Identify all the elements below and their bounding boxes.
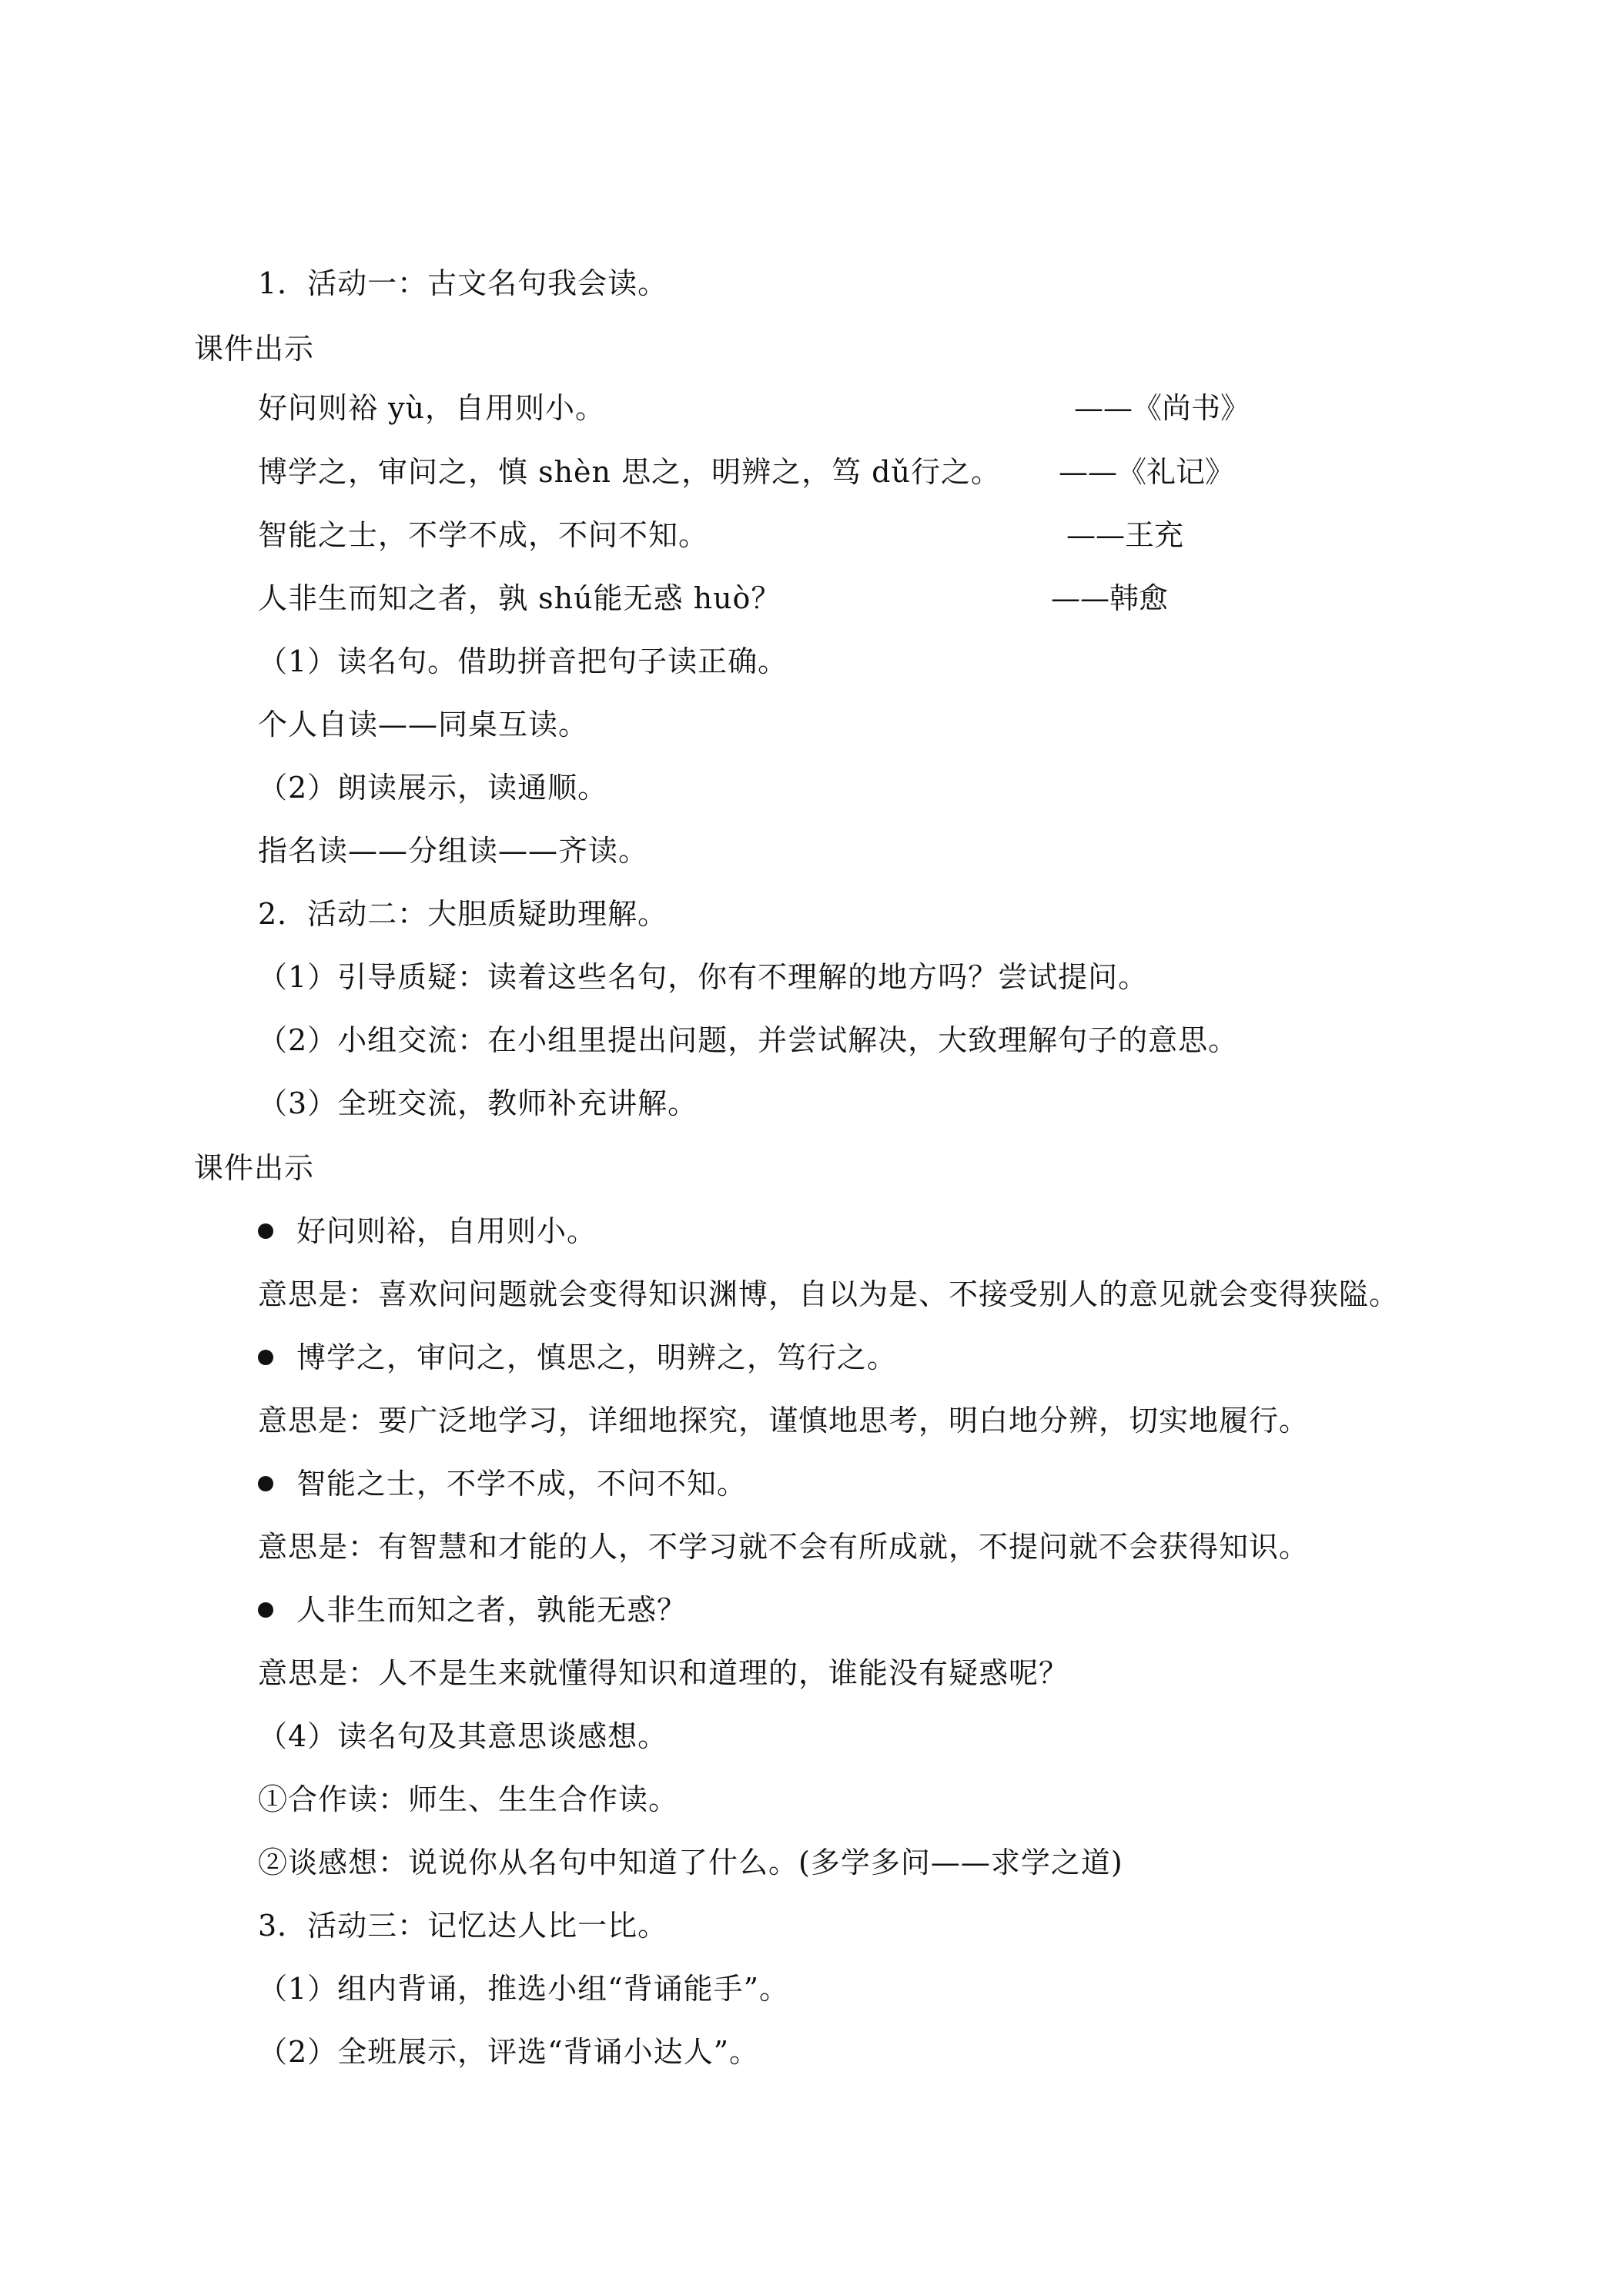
quote-3-text: 智能之士，不学不成，不问不知。 [258,518,709,552]
courseware-label-2: 课件出示 [194,1151,315,1185]
activity2-step4: （4）读名句及其意思谈感想。 [258,1719,668,1753]
bullet-icon [258,1602,273,1618]
activity1-step1: （1）读名句。借助拼音把句子读正确。 [258,644,788,678]
explanation-1-meaning: 意思是：喜欢问问题就会变得知识渊博，自以为是、不接受别人的意见就会变得狭隘。 [258,1277,1400,1311]
explanation-4-quote-text: 人非生而知之者，孰能无惑？ [296,1593,688,1627]
activity2-step1: （1）引导质疑：读着这些名句，你有不理解的地方吗？尝试提问。 [258,960,1149,994]
activity2-step2: （2）小组交流：在小组里提出问题，并尝试解决，大致理解句子的意思。 [258,1023,1239,1057]
activity2-step3: （3）全班交流，教师补充讲解。 [258,1086,698,1120]
bullet-icon [258,1223,273,1239]
explanation-2-quote-text: 博学之，审问之，慎思之，明辨之，笃行之。 [296,1340,898,1374]
activity2-step4-a: ①合作读：师生、生生合作读。 [258,1782,679,1816]
activity1-step1-detail: 个人自读——同桌互读。 [258,708,589,741]
explanation-4-quote [258,1591,687,1629]
explanation-1-quote-text: 好问则裕，自用则小。 [296,1214,597,1248]
quote-2-text: 博学之，审问之，慎 shèn 思之，明辨之，笃 dǔ行之。 [258,455,1001,489]
explanation-3-quote [258,1464,747,1503]
activity3-heading: 3．活动三：记忆达人比一比。 [258,1909,668,1943]
activity3-step2: （2）全班展示，评选“背诵小达人”。 [258,2035,760,2069]
quote-4-text: 人非生而知之者，孰 shú能无惑 huò？ [258,581,781,615]
explanation-1-quote [258,1212,597,1250]
quote-2-source: ——《礼记》 [1059,455,1235,489]
quote-4-source: ——韩愈 [1051,581,1169,615]
activity2-heading: 2．活动二：大胆质疑助理解。 [258,897,668,931]
activity1-step2: （2）朗读展示，读通顺。 [258,771,608,805]
explanation-3-quote-text: 智能之士，不学不成，不问不知。 [296,1467,748,1501]
activity3-step1: （1）组内背诵，推选小组“背诵能手”。 [258,1972,790,2006]
quote-1-source: ——《尚书》 [1074,391,1250,425]
courseware-label-1: 课件出示 [194,332,315,366]
activity1-heading: 1．活动一：古文名句我会读。 [258,266,668,300]
activity2-step4-b: ②谈感想：说说你从名句中知道了什么。(多学多问——求学之道) [258,1846,1123,1879]
quote-3-source: ——王充 [1066,518,1184,552]
bullet-icon [258,1350,273,1365]
explanation-2-meaning: 意思是：要广泛地学习，详细地探究，谨慎地思考，明白地分辨，切实地履行。 [258,1404,1310,1438]
bullet-icon [258,1476,273,1491]
explanation-4-meaning: 意思是：人不是生来就懂得知识和道理的，谁能没有疑惑呢？ [258,1656,1069,1690]
quote-1-text: 好问则裕 yù，自用则小。 [258,391,606,425]
activity1-step2-detail: 指名读——分组读——齐读。 [258,834,649,868]
explanation-2-quote [258,1338,897,1377]
explanation-3-meaning: 意思是：有智慧和才能的人，不学习就不会有所成就，不提问就不会获得知识。 [258,1530,1310,1564]
